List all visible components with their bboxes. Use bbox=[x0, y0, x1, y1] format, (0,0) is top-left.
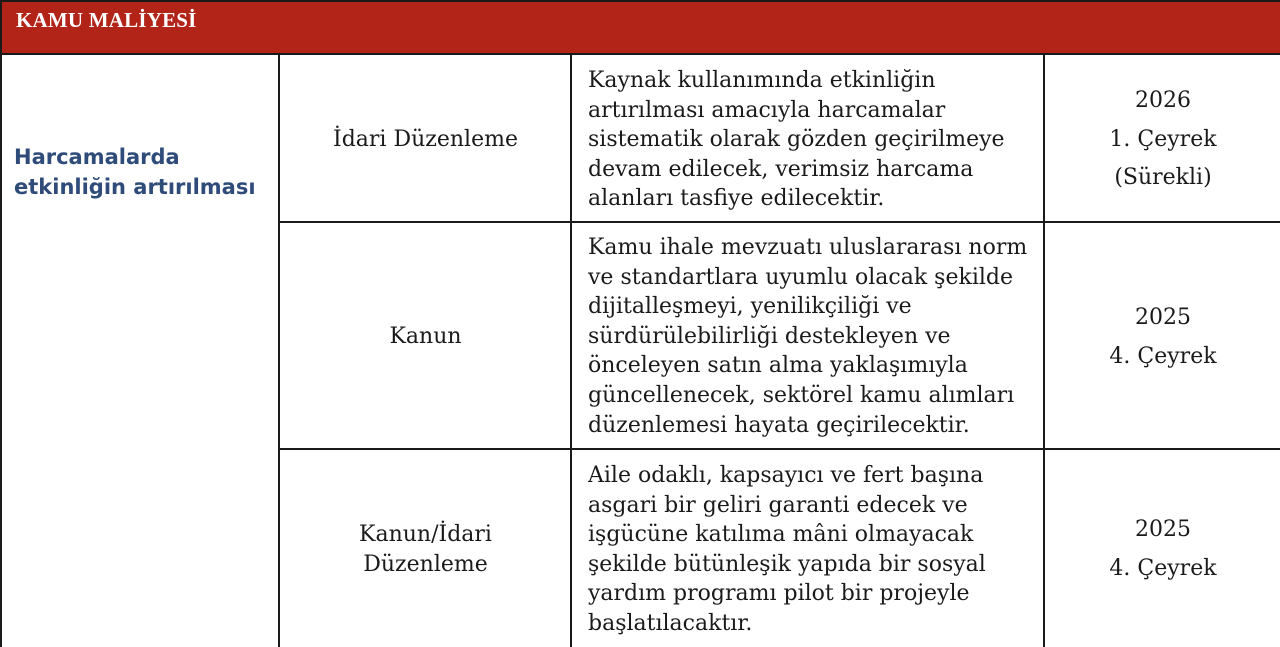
date-line: 4. Çeyrek bbox=[1109, 555, 1217, 581]
row-2-description-cell bbox=[588, 233, 1033, 440]
description-line: devam edilecek, verimsiz harcama bbox=[588, 156, 974, 182]
goal-cell bbox=[14, 142, 276, 202]
description-line: güncellenecek, sektörel kamu alımları bbox=[588, 382, 1015, 408]
date-line: 2026 bbox=[1135, 88, 1191, 113]
description-line: düzenlemesi hayata geçirilecektir. bbox=[588, 412, 970, 438]
date-line: 2025 bbox=[1135, 517, 1191, 542]
section-title: KAMU MALİYESİ bbox=[16, 8, 197, 32]
row-3-date-cell bbox=[1046, 511, 1280, 588]
description-line: Kaynak kullanımında etkinliğin bbox=[588, 68, 936, 93]
description-line: sürdürülebilirliği destekleyen ve bbox=[588, 323, 951, 349]
description-line: başlatılacaktır. bbox=[588, 610, 753, 636]
description-line: alanları tasfiye edilecektir. bbox=[588, 186, 885, 212]
date-line: (Sürekli) bbox=[1114, 165, 1212, 190]
description-line: işgücüne katılıma mâni olmayacak bbox=[588, 522, 974, 548]
date-line: 2025 bbox=[1135, 305, 1191, 330]
column-divider-3 bbox=[1043, 55, 1045, 647]
table-border-left bbox=[0, 55, 2, 647]
description-line: önceleyen satın alma yaklaşımıyla bbox=[588, 353, 968, 379]
date-line: 4. Çeyrek bbox=[1109, 343, 1217, 369]
row-2-date-cell bbox=[1046, 299, 1280, 376]
column-divider-1 bbox=[278, 55, 280, 647]
description-line: sistematik olarak gözden geçirilmeye bbox=[588, 127, 1005, 153]
row-2-type-cell bbox=[281, 322, 570, 351]
type-line: Düzenleme bbox=[363, 552, 488, 577]
section-header-bar bbox=[0, 0, 1280, 55]
row-1-date-cell bbox=[1046, 82, 1280, 198]
description-line: yardım programı pilot bir projeyle bbox=[588, 581, 970, 607]
description-line: dijitalleşmeyi, yenilikçiliği ve bbox=[588, 294, 912, 320]
row-1-type-cell bbox=[281, 125, 570, 154]
type-line: Kanun bbox=[389, 324, 462, 349]
description-line: asgari bir geliri garanti edecek ve bbox=[588, 492, 968, 518]
row-divider-1 bbox=[278, 221, 1280, 223]
goal-line: etkinliğin artırılması bbox=[14, 175, 256, 199]
description-line: artırılması amacıyla harcamalar bbox=[588, 97, 946, 123]
description-line: Kamu ihale mevzuatı uluslararası norm bbox=[588, 235, 1028, 260]
row-1-description-cell bbox=[588, 66, 1033, 214]
description-line: şekilde bütünleşik yapıda bir sosyal bbox=[588, 551, 986, 577]
row-divider-2 bbox=[278, 448, 1280, 450]
type-line: İdari Düzenleme bbox=[333, 127, 518, 152]
type-line: Kanun/İdari bbox=[359, 522, 492, 547]
date-line: 1. Çeyrek bbox=[1109, 126, 1217, 152]
column-divider-2 bbox=[570, 55, 572, 647]
description-line: ve standartlara uyumlu olacak şekilde bbox=[588, 264, 1013, 290]
description-line: Aile odaklı, kapsayıcı ve fert başına bbox=[588, 463, 984, 488]
row-3-type-cell bbox=[281, 520, 570, 580]
goal-line: Harcamalarda bbox=[14, 145, 180, 169]
row-3-description-cell bbox=[588, 461, 1033, 639]
